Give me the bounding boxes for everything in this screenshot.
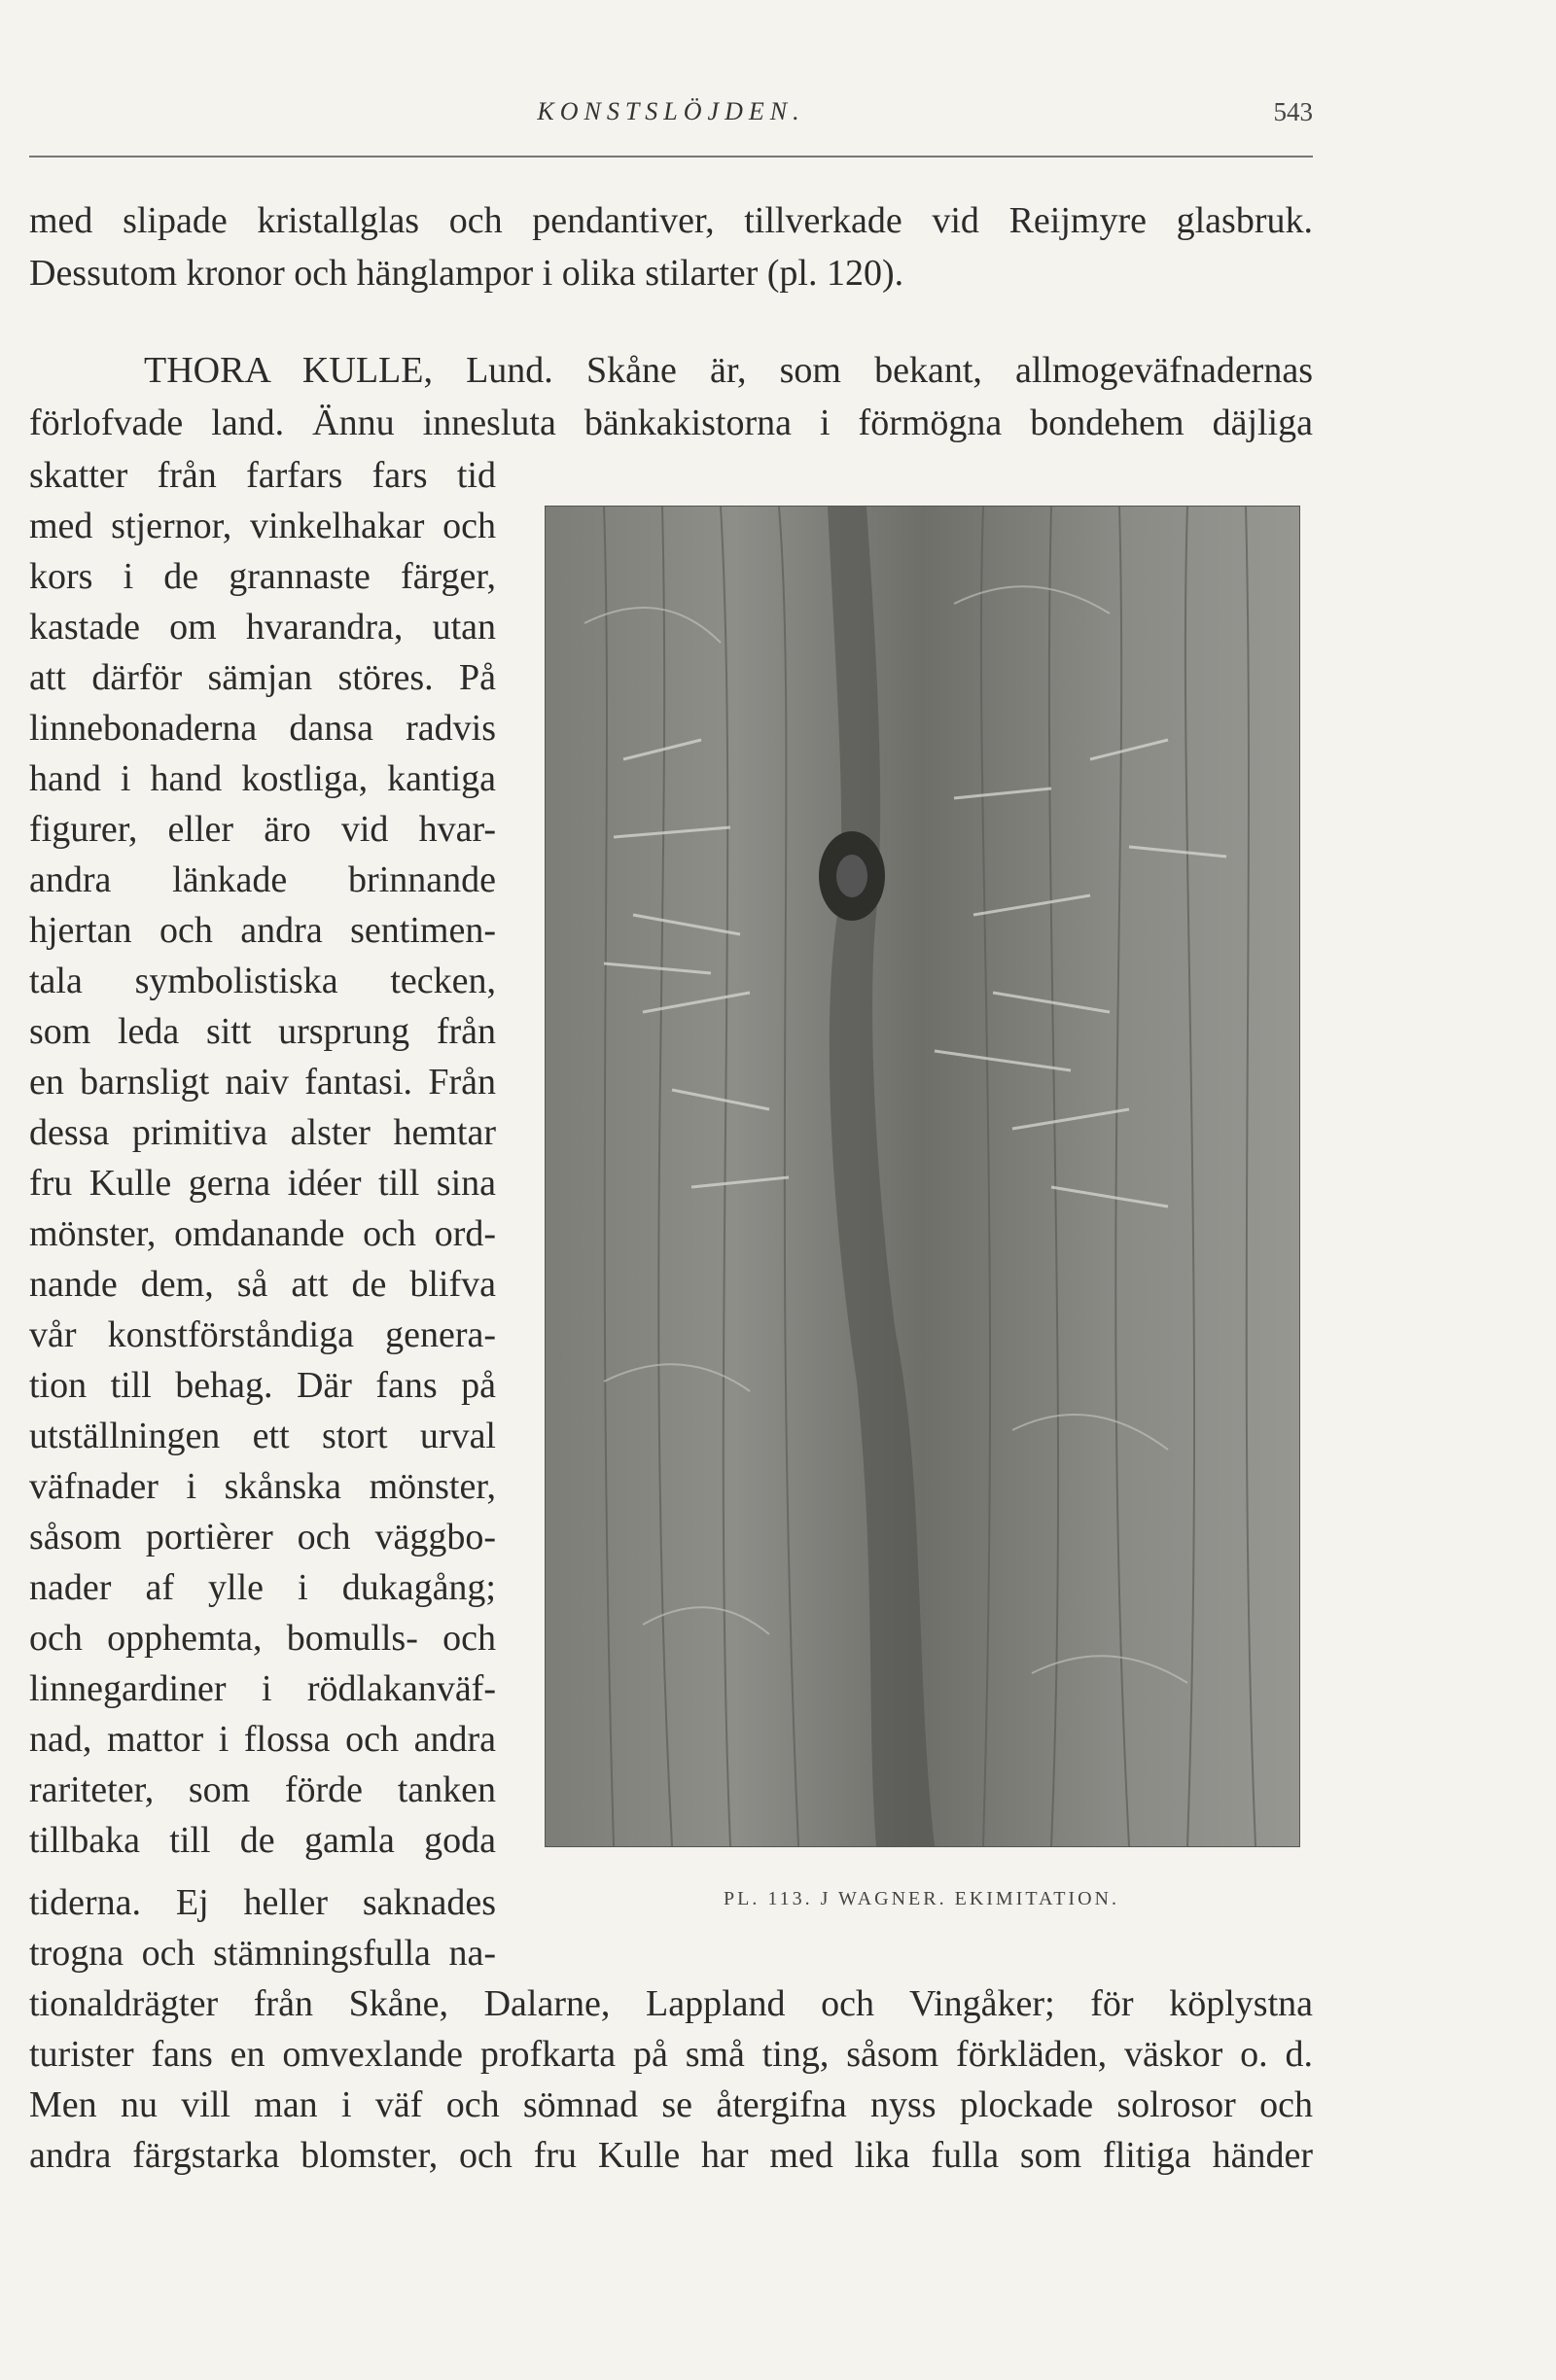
text-line: väfnader i skånska mönster, [29, 1466, 496, 1507]
text-line: nad, mattor i flossa och andra [29, 1719, 496, 1760]
text-line: som leda sitt ursprung från [29, 1011, 496, 1052]
text-line: tiderna. Ej heller saknades [29, 1882, 496, 1923]
plate-caption: PL. 113. J WAGNER. EKIMITATION. [724, 1888, 1119, 1909]
text-line: rariteter, som förde tanken [29, 1769, 496, 1810]
text-line: kors i de grannaste färger, [29, 556, 496, 597]
text-line: förlofvade land. Ännu innesluta bänkakistorna i förmögna bondehem däjliga [29, 402, 1313, 443]
text-line: en barnsligt naiv fantasi. Från [29, 1062, 496, 1102]
text-line: utställningen ett stort urval [29, 1416, 496, 1456]
text-line: Dessutom kronor och hänglampor i olika stilarter (pl. 120). [29, 253, 904, 294]
text-line: såsom portièrer och väggbo- [29, 1517, 496, 1558]
text-line: dessa primitiva alster hemtar [29, 1112, 496, 1153]
text-line: THORA KULLE, Lund. Skåne är, som bekant, allmogeväfnadernas [144, 350, 1313, 391]
running-title: KONSTSLÖJDEN. [537, 97, 805, 125]
text-line: nader af ylle i dukagång; [29, 1567, 496, 1608]
text-line: hand i hand kostliga, kantiga [29, 758, 496, 799]
text-line: Men nu vill man i väf och sömnad se återgifna nyss plockade solrosor och [29, 2084, 1313, 2125]
text-line: skatter från farfars fars tid [29, 455, 496, 496]
text-line: tala symbolistiska tecken, [29, 961, 496, 1001]
text-line: figurer, eller äro vid hvar- [29, 809, 496, 850]
header-rule [29, 156, 1313, 158]
page-number: 543 [1273, 97, 1313, 126]
text-line: tillbaka till de gamla goda [29, 1820, 496, 1861]
text-line: med stjernor, vinkelhakar och [29, 506, 496, 546]
text-line: linnebonaderna dansa radvis [29, 708, 496, 749]
text-line: trogna och stämningsfulla na- [29, 1933, 496, 1974]
text-line: tion till behag. Där fans på [29, 1365, 496, 1406]
text-line: med slipade kristallglas och pendantiver, tillverkade vid Reijmyre glasbruk. [29, 200, 1313, 241]
text-line: och opphemta, bomulls- och [29, 1618, 496, 1659]
text-line: linnegardiner i rödlakanväf- [29, 1668, 496, 1709]
text-line: tionaldrägter från Skåne, Dalarne, Lappland och Vingåker; för köplystna [29, 1983, 1313, 2024]
text-line: andra länkade brinnande [29, 859, 496, 900]
text-line: nande dem, så att de blifva [29, 1264, 496, 1305]
text-line: att därför sämjan störes. På [29, 657, 496, 698]
wood-plate-image [545, 506, 1300, 1847]
text-line: vår konstförståndiga genera- [29, 1314, 496, 1355]
text-line: kastade om hvarandra, utan [29, 607, 496, 648]
text-line: mönster, omdanande och ord- [29, 1213, 496, 1254]
text-line: turister fans en omvexlande profkarta på små ting, såsom förkläden, väskor o. d. [29, 2034, 1313, 2075]
text-line: fru Kulle gerna idéer till sina [29, 1163, 496, 1204]
running-head [29, 97, 1313, 136]
text-line: hjertan och andra sentimen- [29, 910, 496, 951]
text-line: andra färgstarka blomster, och fru Kulle har med lika fulla som flitiga händer [29, 2135, 1313, 2176]
